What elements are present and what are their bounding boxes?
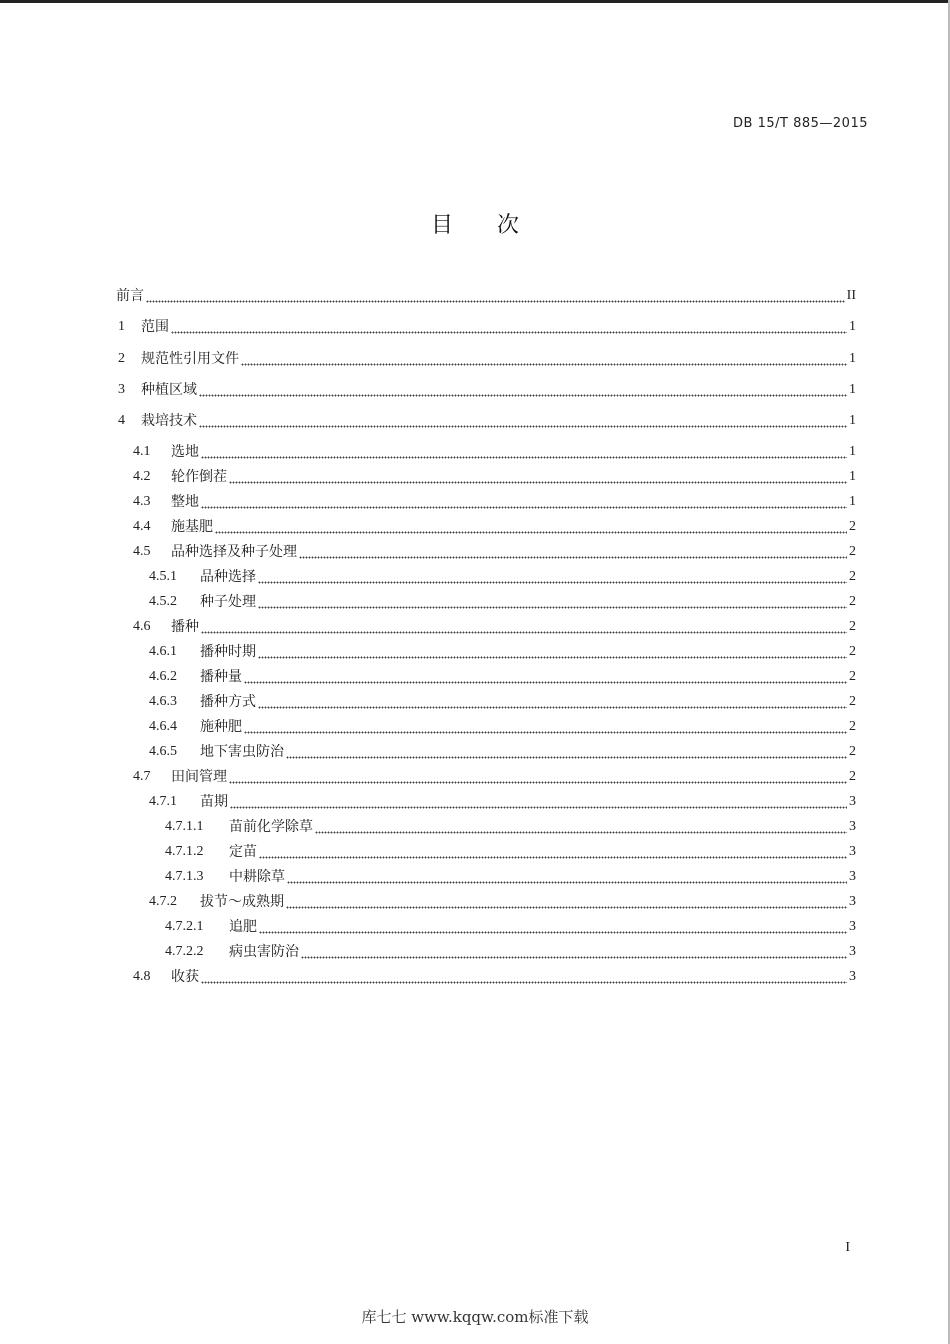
toc-entry[interactable] — [0, 410, 950, 432]
toc-entry-number: 4 — [118, 413, 125, 428]
toc-entry-title: 中耕除草 — [229, 869, 285, 885]
toc-entry-number: 4.7.1.1 — [165, 819, 204, 834]
toc-entry-number: 1 — [118, 319, 125, 334]
toc-entry-number: 4.5 — [133, 544, 151, 559]
toc-leader-dots — [259, 916, 847, 938]
toc-entry-title: 选地 — [171, 444, 199, 460]
toc-entry[interactable] — [0, 766, 950, 788]
toc-entry-page: 2 — [849, 544, 856, 559]
toc-leader-dots — [201, 966, 847, 988]
toc-entry-number: 4.1 — [133, 444, 151, 459]
toc-entry[interactable] — [0, 285, 950, 307]
toc-entry[interactable] — [0, 616, 950, 638]
toc-leader-dots — [286, 891, 847, 913]
toc-leader-dots — [259, 841, 847, 863]
toc-entry-title: 施基肥 — [171, 519, 213, 535]
toc-entry[interactable] — [0, 866, 950, 888]
toc-entry-title: 收获 — [171, 969, 199, 985]
toc-entry-title: 种子处理 — [200, 594, 256, 610]
toc-entry-title: 苗期 — [200, 794, 228, 810]
toc-entry-page: 1 — [849, 444, 856, 459]
toc-entry-title: 拔节～成熟期 — [200, 894, 284, 910]
toc-entry-number: 4.6.1 — [149, 644, 177, 659]
toc-entry-number: 4.3 — [133, 494, 151, 509]
toc-entry-number: 4.6.5 — [149, 744, 177, 759]
toc-leader-dots — [258, 691, 847, 713]
footer-watermark: 库七七 www.kqqw.com标准下载 — [361, 1308, 589, 1326]
toc-entry-page: 2 — [849, 669, 856, 684]
toc-entry-page: 1 — [849, 319, 856, 334]
toc-entry-page: 1 — [849, 382, 856, 397]
toc-entry-number: 4.6.4 — [149, 719, 177, 734]
toc-entry-page: 2 — [849, 769, 856, 784]
toc-entry-title: 田间管理 — [171, 769, 227, 785]
toc-entry-number: 4.5.2 — [149, 594, 177, 609]
toc-entry-number: 4.7.2 — [149, 894, 177, 909]
toc-entry[interactable] — [0, 691, 950, 713]
toc-entry-page: 2 — [849, 569, 856, 584]
toc-entry-title: 播种量 — [200, 669, 242, 685]
toc-leader-dots — [315, 816, 847, 838]
toc-entry-number: 4.4 — [133, 519, 151, 534]
toc-entry-page: 1 — [849, 413, 856, 428]
page-title — [0, 208, 950, 239]
toc-entry[interactable] — [0, 791, 950, 813]
toc-entry-page: 3 — [849, 819, 856, 834]
toc-entry-page: 2 — [849, 519, 856, 534]
toc-leader-dots — [199, 379, 847, 401]
toc-entry-number: 4.7 — [133, 769, 151, 784]
toc-leader-dots — [201, 616, 847, 638]
toc-entry[interactable] — [0, 916, 950, 938]
toc-entry-page: 3 — [849, 919, 856, 934]
toc-entry-title: 整地 — [171, 494, 199, 510]
toc-entry-title: 种植区域 — [141, 382, 197, 398]
toc-leader-dots — [244, 716, 847, 738]
toc-entry-title: 播种 — [171, 619, 199, 635]
toc-entry-page: 3 — [849, 869, 856, 884]
toc-entry-title: 范围 — [141, 319, 169, 335]
toc-entry-title: 规范性引用文件 — [141, 351, 239, 367]
standard-code: DB 15/T 885—2015 — [733, 116, 868, 131]
page-number: I — [845, 1240, 850, 1255]
toc-entry[interactable] — [0, 516, 950, 538]
toc-leader-dots — [258, 566, 847, 588]
toc-entry-title: 前言 — [116, 288, 144, 304]
toc-entry[interactable] — [0, 966, 950, 988]
toc-entry-title: 追肥 — [229, 919, 257, 935]
toc-entry-page: 3 — [849, 944, 856, 959]
toc-entry[interactable] — [0, 541, 950, 563]
toc-leader-dots — [258, 591, 847, 613]
toc-leader-dots — [299, 541, 847, 563]
toc-leader-dots — [229, 466, 847, 488]
toc-leader-dots — [201, 441, 847, 463]
toc-entry[interactable] — [0, 891, 950, 913]
toc-entry[interactable] — [0, 441, 950, 463]
toc-entry-number: 4.7.1.3 — [165, 869, 204, 884]
toc-entry-title: 品种选择 — [200, 569, 256, 585]
toc-entry[interactable] — [0, 591, 950, 613]
toc-entry-title: 地下害虫防治 — [200, 744, 284, 760]
toc-entry-page: 1 — [849, 469, 856, 484]
toc-entry-page: 2 — [849, 744, 856, 759]
toc-entry-number: 4.7.2.1 — [165, 919, 204, 934]
toc-entry-page: 2 — [849, 619, 856, 634]
toc-entry[interactable] — [0, 941, 950, 963]
toc-entry-title: 播种时期 — [200, 644, 256, 660]
toc-entry-title: 栽培技术 — [141, 413, 197, 429]
toc-leader-dots — [146, 285, 845, 307]
toc-entry-page: 1 — [849, 494, 856, 509]
top-border-line — [0, 0, 950, 3]
toc-entry-number: 4.7.1.2 — [165, 844, 204, 859]
toc-entry-number: 4.6.3 — [149, 694, 177, 709]
toc-entry-number: 4.7.1 — [149, 794, 177, 809]
toc-entry[interactable] — [0, 379, 950, 401]
toc-leader-dots — [171, 316, 847, 338]
toc-entry[interactable] — [0, 466, 950, 488]
toc-leader-dots — [229, 766, 847, 788]
toc-entry-page: 2 — [849, 719, 856, 734]
toc-entry-title: 品种选择及种子处理 — [171, 544, 297, 560]
toc-entry-title: 施种肥 — [200, 719, 242, 735]
toc-entry-page: II — [846, 288, 856, 303]
toc-entry[interactable] — [0, 348, 950, 370]
title-char-2: 次 — [497, 213, 520, 238]
toc-entry-page: 2 — [849, 644, 856, 659]
toc-entry-page: 2 — [849, 594, 856, 609]
toc-entry-title: 病虫害防治 — [229, 944, 299, 960]
toc-entry-number: 4.5.1 — [149, 569, 177, 584]
toc-entry-number: 4.8 — [133, 969, 151, 984]
toc-entry[interactable] — [0, 741, 950, 763]
toc-entry-number: 4.2 — [133, 469, 151, 484]
toc-entry[interactable] — [0, 841, 950, 863]
toc-entry-number: 2 — [118, 351, 125, 366]
toc-entry-page: 3 — [849, 844, 856, 859]
toc-leader-dots — [287, 866, 847, 888]
toc-entry[interactable] — [0, 666, 950, 688]
toc-entry[interactable] — [0, 816, 950, 838]
toc-entry-page: 1 — [849, 351, 856, 366]
toc-entry-title: 苗前化学除草 — [229, 819, 313, 835]
toc-leader-dots — [201, 491, 847, 513]
toc-entry[interactable] — [0, 316, 950, 338]
toc-entry-number: 4.6.2 — [149, 669, 177, 684]
toc-entry-number: 4.7.2.2 — [165, 944, 204, 959]
toc-leader-dots — [301, 941, 847, 963]
toc-entry-title: 播种方式 — [200, 694, 256, 710]
toc-leader-dots — [199, 410, 847, 432]
toc-leader-dots — [286, 741, 847, 763]
toc-leader-dots — [258, 641, 847, 663]
toc-leader-dots — [215, 516, 847, 538]
toc-entry-page: 3 — [849, 969, 856, 984]
toc-entry-page: 2 — [849, 694, 856, 709]
toc-entry[interactable] — [0, 491, 950, 513]
toc-entry[interactable] — [0, 641, 950, 663]
toc-entry-title: 定苗 — [229, 844, 257, 860]
toc-entry[interactable] — [0, 566, 950, 588]
toc-entry-number: 3 — [118, 382, 125, 397]
title-char-1: 目 — [430, 213, 453, 238]
toc-leader-dots — [241, 348, 847, 370]
toc-leader-dots — [230, 791, 847, 813]
toc-entry-page: 3 — [849, 894, 856, 909]
toc-entry[interactable] — [0, 716, 950, 738]
toc-leader-dots — [244, 666, 847, 688]
toc-entry-title: 轮作倒茬 — [171, 469, 227, 485]
toc-entry-number: 4.6 — [133, 619, 151, 634]
toc-entry-page: 3 — [849, 794, 856, 809]
